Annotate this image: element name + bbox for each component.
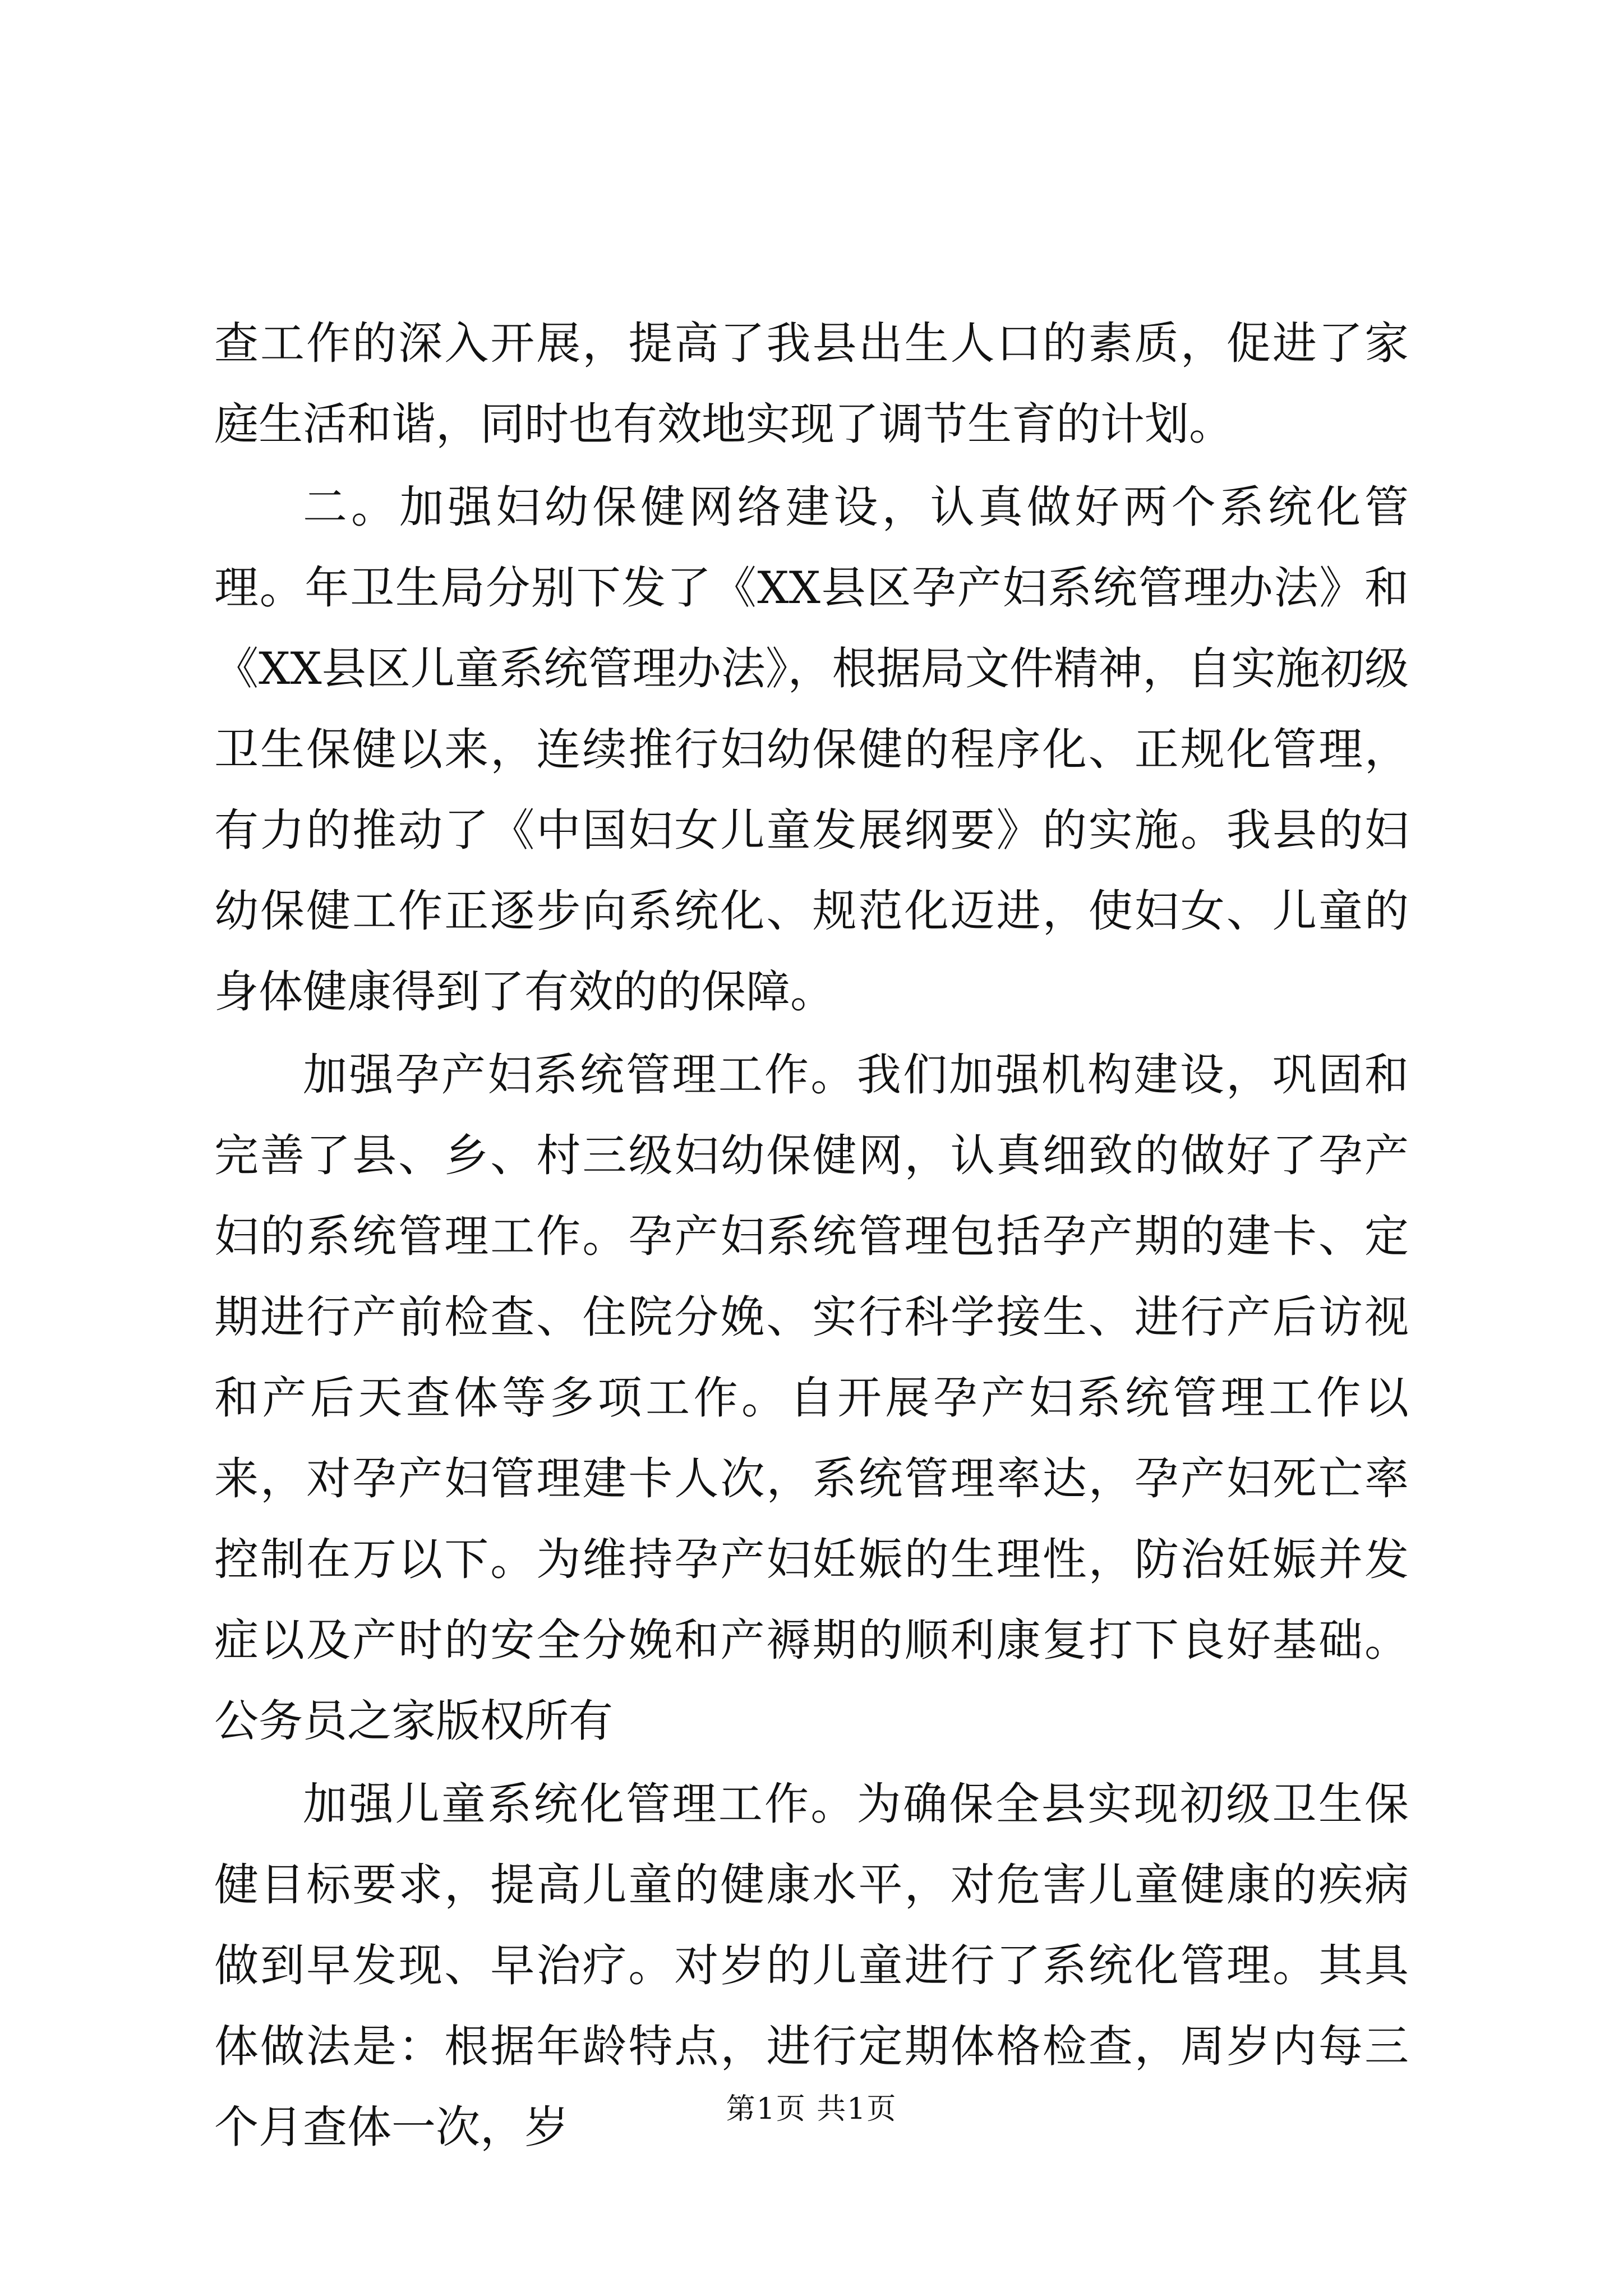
paragraph-1: 查工作的深入开展，提高了我县出生人口的素质，促进了家庭生活和谐，同时也有效地实现了调节生育的计划。 bbox=[214, 318, 1409, 450]
document-body bbox=[214, 303, 1409, 2170]
paragraph-3: 加强孕产妇系统管理工作。我们加强机构建设，巩固和完善了县、乡、村三级妇幼保健网，认真细致的做好了孕产妇的系统管理工作。孕产妇系统管理包括孕产期的建卡、定期进行产前检查、住院分娩、实行科学接生、进行产后访视和产后天查体等多项工作。自开展孕产妇系统管理工作以来，对孕产妇管理建卡人次，系统管理率达，孕产妇死亡率控制在万以下。为维持孕产妇妊娠的生理性，防治妊娠并发症以及产时的安全分娩和产褥期的顺利康复打下良好基础。公务员之家版权所有 bbox=[214, 1049, 1409, 1747]
page-number-footer: 第1页 共1页 bbox=[726, 2092, 897, 2126]
paragraph-2: 二。加强妇幼保健网络建设，认真做好两个系统化管理。年卫生局分别下发了《XX县区孕产妇系统管理办法》和《XX县区儿童系统管理办法》，根据局文件精神，自实施初级卫生保健以来，连续推行妇幼保健的程序化、正规化管理，有力的推动了《中国妇女儿童发展纲要》的实施。我县的妇幼保健工作正逐步向系统化、规范化迈进，使妇女、儿童的身体健康得到了有效的的保障。 bbox=[214, 481, 1409, 1018]
paragraph-4: 加强儿童系统化管理工作。为确保全县实现初级卫生保健目标要求，提高儿童的健康水平，对危害儿童健康的疾病做到早发现、早治疗。对岁的儿童进行了系统化管理。其具体做法是：根据年龄特点，进行定期体格检查，周岁内每三个月查体一次，岁 bbox=[214, 1778, 1409, 2153]
